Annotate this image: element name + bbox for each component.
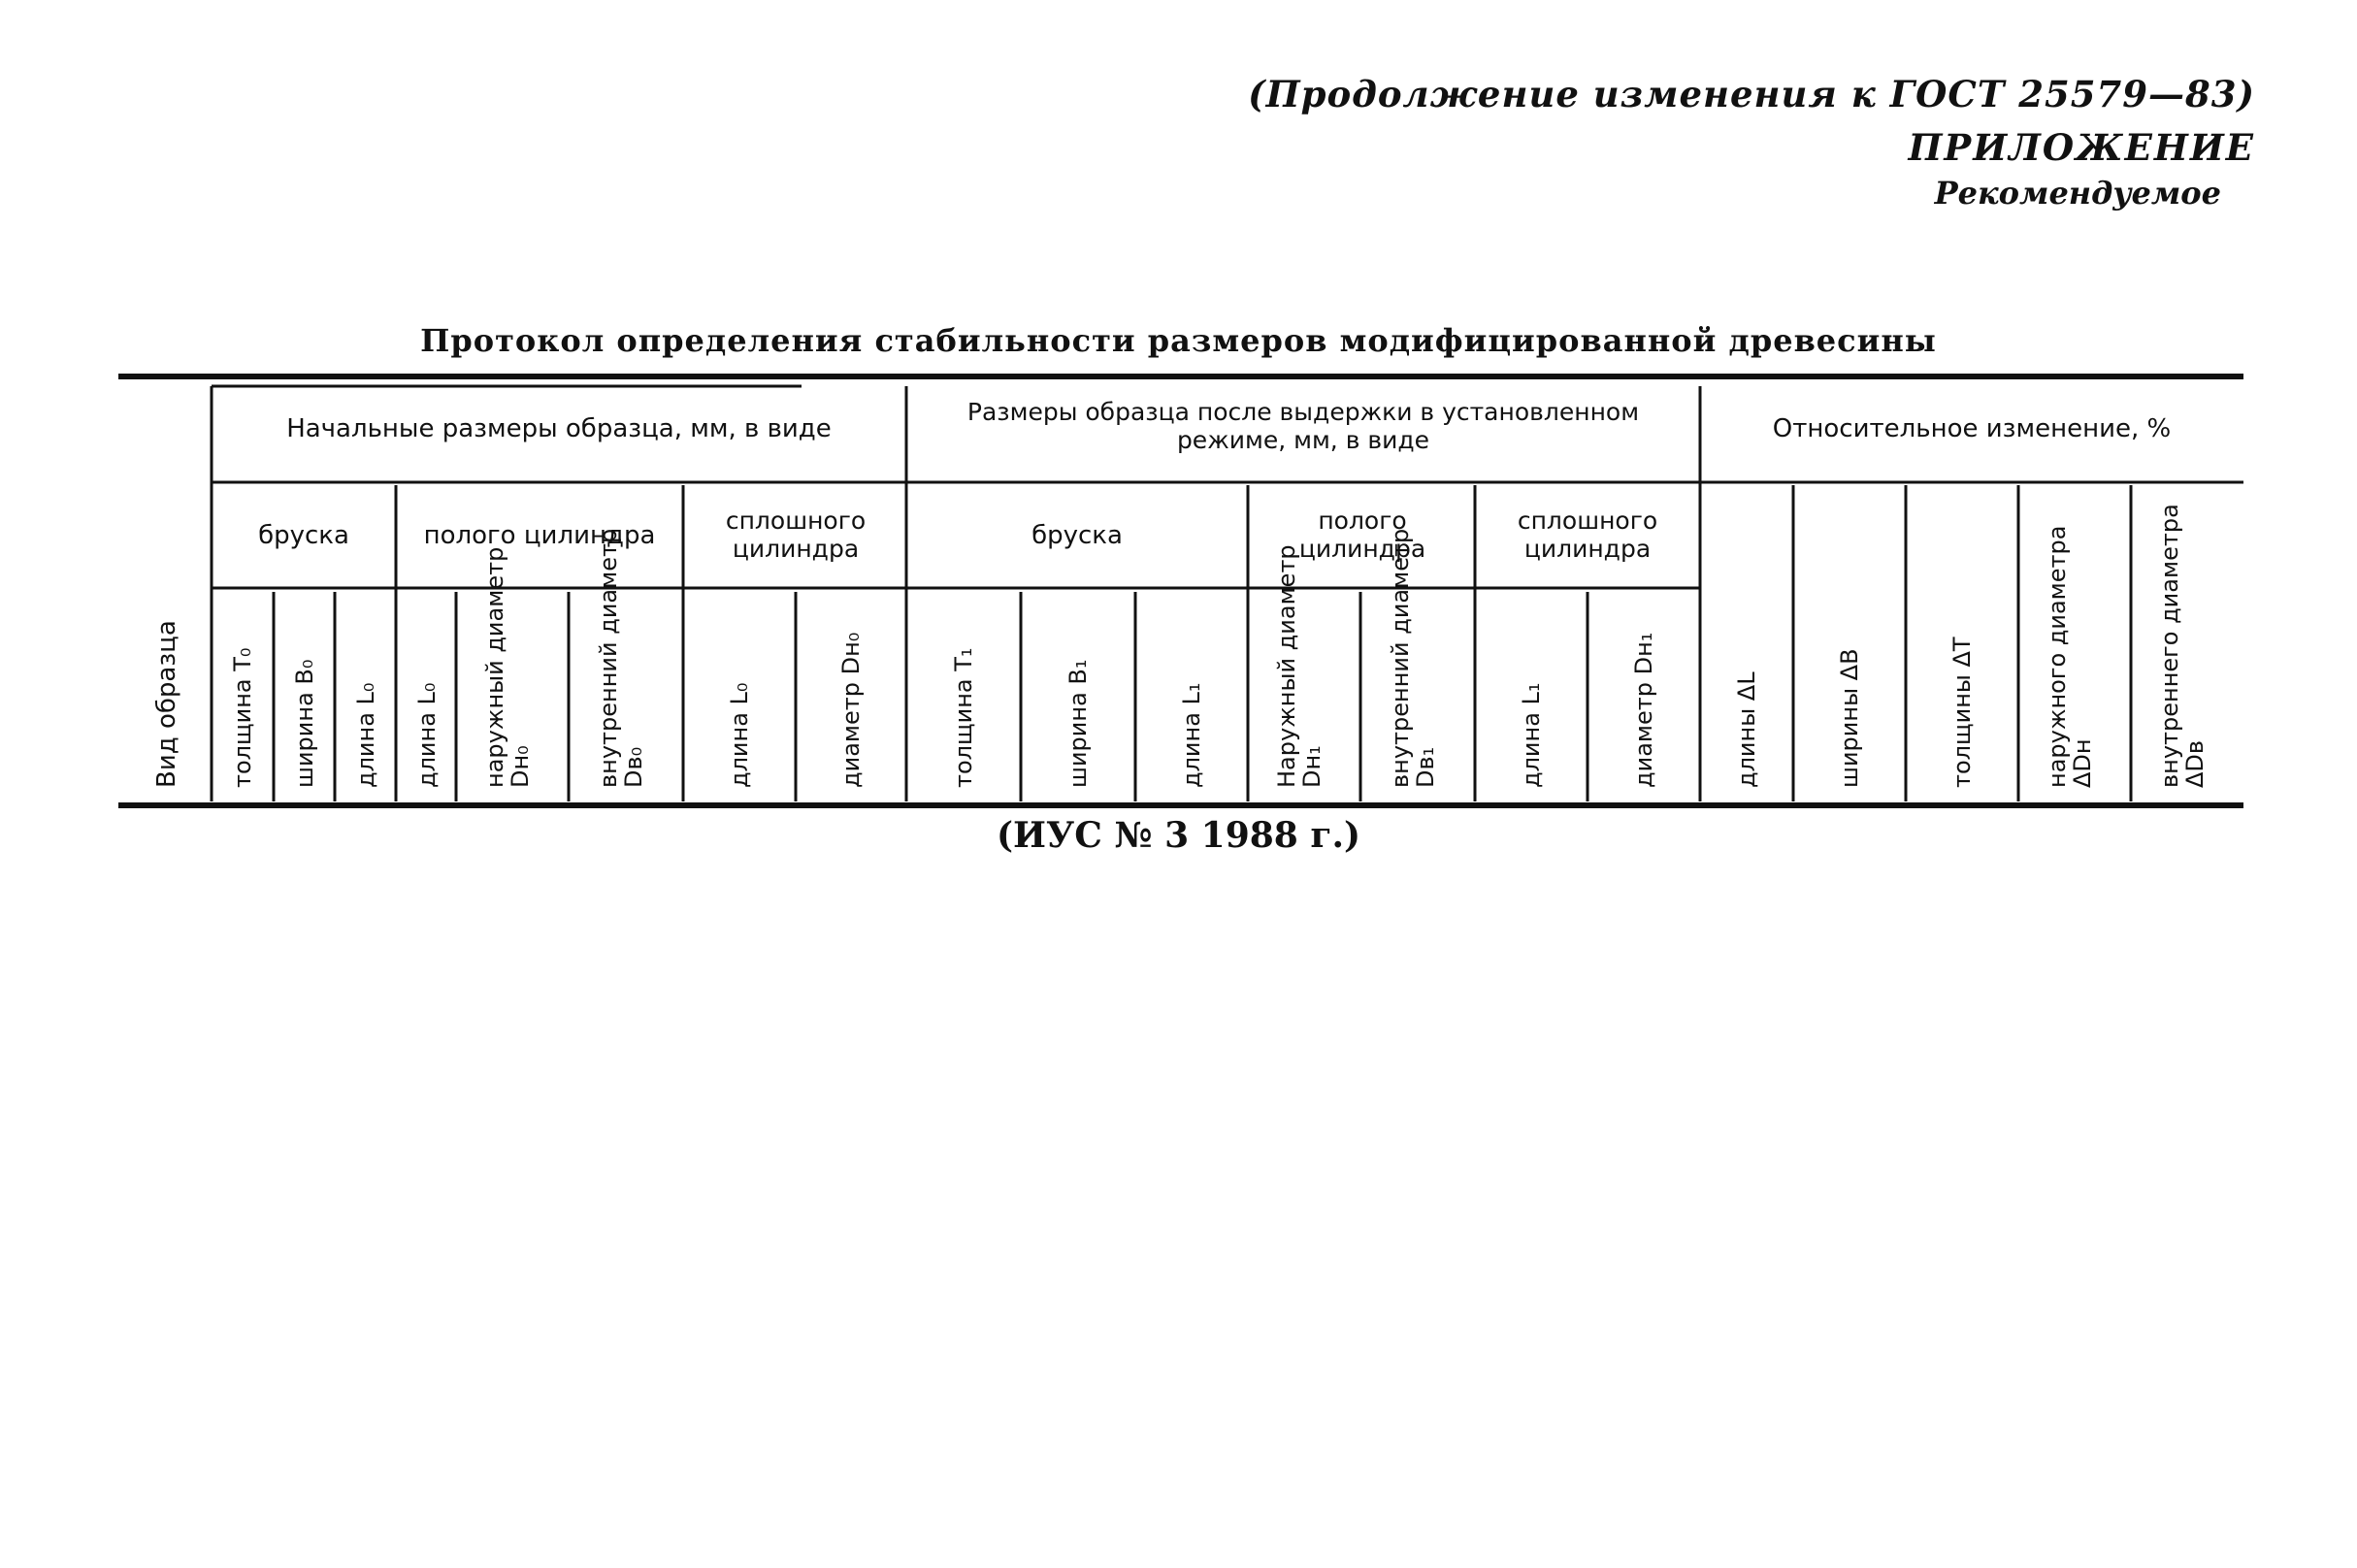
subgroup-bar-final: бруска [1031, 521, 1123, 550]
column-header: длина L₀ [413, 682, 441, 788]
protocol-title: Протокол определения стабильности размеров модифицированной древесины [420, 322, 1937, 359]
footer-source: (ИУС № 3 1988 г.) [996, 815, 1361, 856]
column-header: Наружный диаметрDн₁ [1273, 544, 1326, 788]
column-header: толщина T₀ [229, 647, 256, 788]
column-header: диаметр Dн₁ [1630, 632, 1657, 788]
group-final-dimensions: Размеры образца после выдержки в установленном режиме, мм, в виде [966, 398, 1640, 454]
column-header: толщины ΔT [1948, 637, 1976, 788]
group-initial-dimensions: Начальные размеры образца, мм, в виде [286, 414, 832, 443]
group-relative-change: Относительное изменение, % [1772, 414, 2172, 443]
column-header: длина L₁ [1518, 682, 1545, 788]
column-header: внутренний диаметрDв₀ [595, 528, 647, 788]
subgroup-solid-final: сплошного цилиндра [1517, 506, 1658, 563]
continuation-note: (Продолжение изменения к ГОСТ 25579—83) [1248, 73, 2255, 115]
subgroup-hollow-final: полого цилиндра [1298, 506, 1426, 563]
column-header: длина L₀ [726, 682, 753, 788]
column-header: внутреннего диаметраΔDв [2156, 504, 2209, 788]
subgroup-hollow-initial: полого цилиндра [423, 521, 656, 550]
recommended-label: Рекомендуемое [1934, 175, 2221, 212]
row-header-sample-type: Вид образца [152, 620, 181, 788]
column-header: диаметр Dн₀ [837, 632, 865, 788]
column-header: ширина B₀ [291, 659, 318, 788]
column-header: наружный диаметрDн₀ [481, 546, 534, 788]
column-header: длина L₁ [1178, 682, 1205, 788]
column-header: ширина B₁ [1064, 659, 1092, 788]
column-header: внутренний диаметрDв₁ [1387, 528, 1439, 788]
column-header: длина L₀ [352, 682, 379, 788]
column-header: длины ΔL [1733, 671, 1760, 788]
column-header: толщина T₁ [950, 647, 977, 788]
column-header: наружного диаметраΔDн [2044, 525, 2096, 788]
subgroup-solid-initial: сплошного цилиндра [725, 506, 867, 563]
subgroup-bar-initial: бруска [258, 521, 349, 550]
column-header: ширины ΔB [1836, 648, 1863, 788]
appendix-label: ПРИЛОЖЕНИЕ [1908, 126, 2255, 169]
